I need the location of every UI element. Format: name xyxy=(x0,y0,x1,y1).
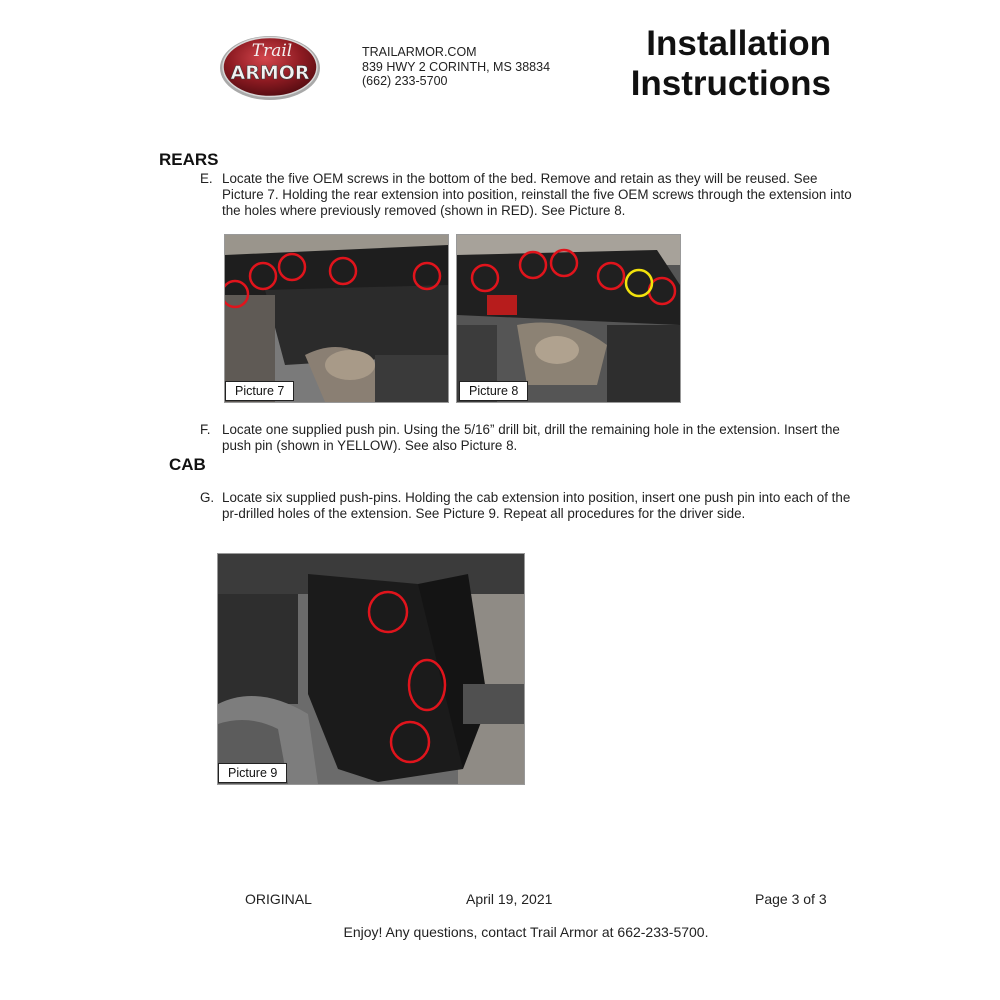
phone-text: (662) 233-5700 xyxy=(362,74,448,88)
picture-7 xyxy=(224,234,449,403)
step-e-text: Locate the five OEM screws in the bottom of the bed. Remove and retain as they will be reused. See Picture 7. Holding the rear extension into position, reinstall the five OEM screws through the extension into the holes where previously removed (shown in RED). See Picture 8. xyxy=(222,171,852,218)
step-f-letter: F. xyxy=(200,422,211,437)
step-f-text: Locate one supplied push pin. Using the 5/16” drill bit, drill the remaining hole in the extension. Insert the push pin (shown in YELLOW). See also Picture 8. xyxy=(222,422,840,453)
rears-heading: REARS xyxy=(159,150,219,169)
footer-date: April 19, 2021 xyxy=(466,891,553,907)
website-text: TRAILARMOR.COM xyxy=(362,45,477,59)
footer-status: ORIGINAL xyxy=(245,891,312,907)
contact-block xyxy=(362,45,550,89)
step-f xyxy=(200,422,870,456)
title-line-2: Instructions xyxy=(630,64,831,103)
svg-text:Trail: Trail xyxy=(251,41,293,61)
svg-text:ARMOR: ARMOR xyxy=(230,62,310,84)
cab-heading: CAB xyxy=(169,455,206,474)
footer-page-number: Page 3 of 3 xyxy=(755,891,827,907)
step-g xyxy=(200,490,870,524)
trail-armor-logo xyxy=(218,32,322,102)
footer-contact-note: Enjoy! Any questions, contact Trail Armor at 662-233-5700. xyxy=(343,924,709,940)
picture-8-caption: Picture 8 xyxy=(459,381,528,401)
step-g-text: Locate six supplied push-pins. Holding the cab extension into position, insert one push pin into each of the pr-drilled holes of the extension. See Picture 9. Repeat all procedures for the driver side. xyxy=(222,490,851,521)
picture-8 xyxy=(456,234,681,403)
address-text: 839 HWY 2 CORINTH, MS 38834 xyxy=(362,59,551,74)
picture-9 xyxy=(217,553,525,785)
document-title xyxy=(631,24,831,104)
title-line-1: Installation xyxy=(646,24,831,63)
picture-9-caption: Picture 9 xyxy=(218,763,287,783)
picture-7-caption: Picture 7 xyxy=(225,381,294,401)
step-e-letter: E. xyxy=(200,171,213,186)
step-e xyxy=(200,171,870,221)
step-g-letter: G. xyxy=(200,490,215,505)
